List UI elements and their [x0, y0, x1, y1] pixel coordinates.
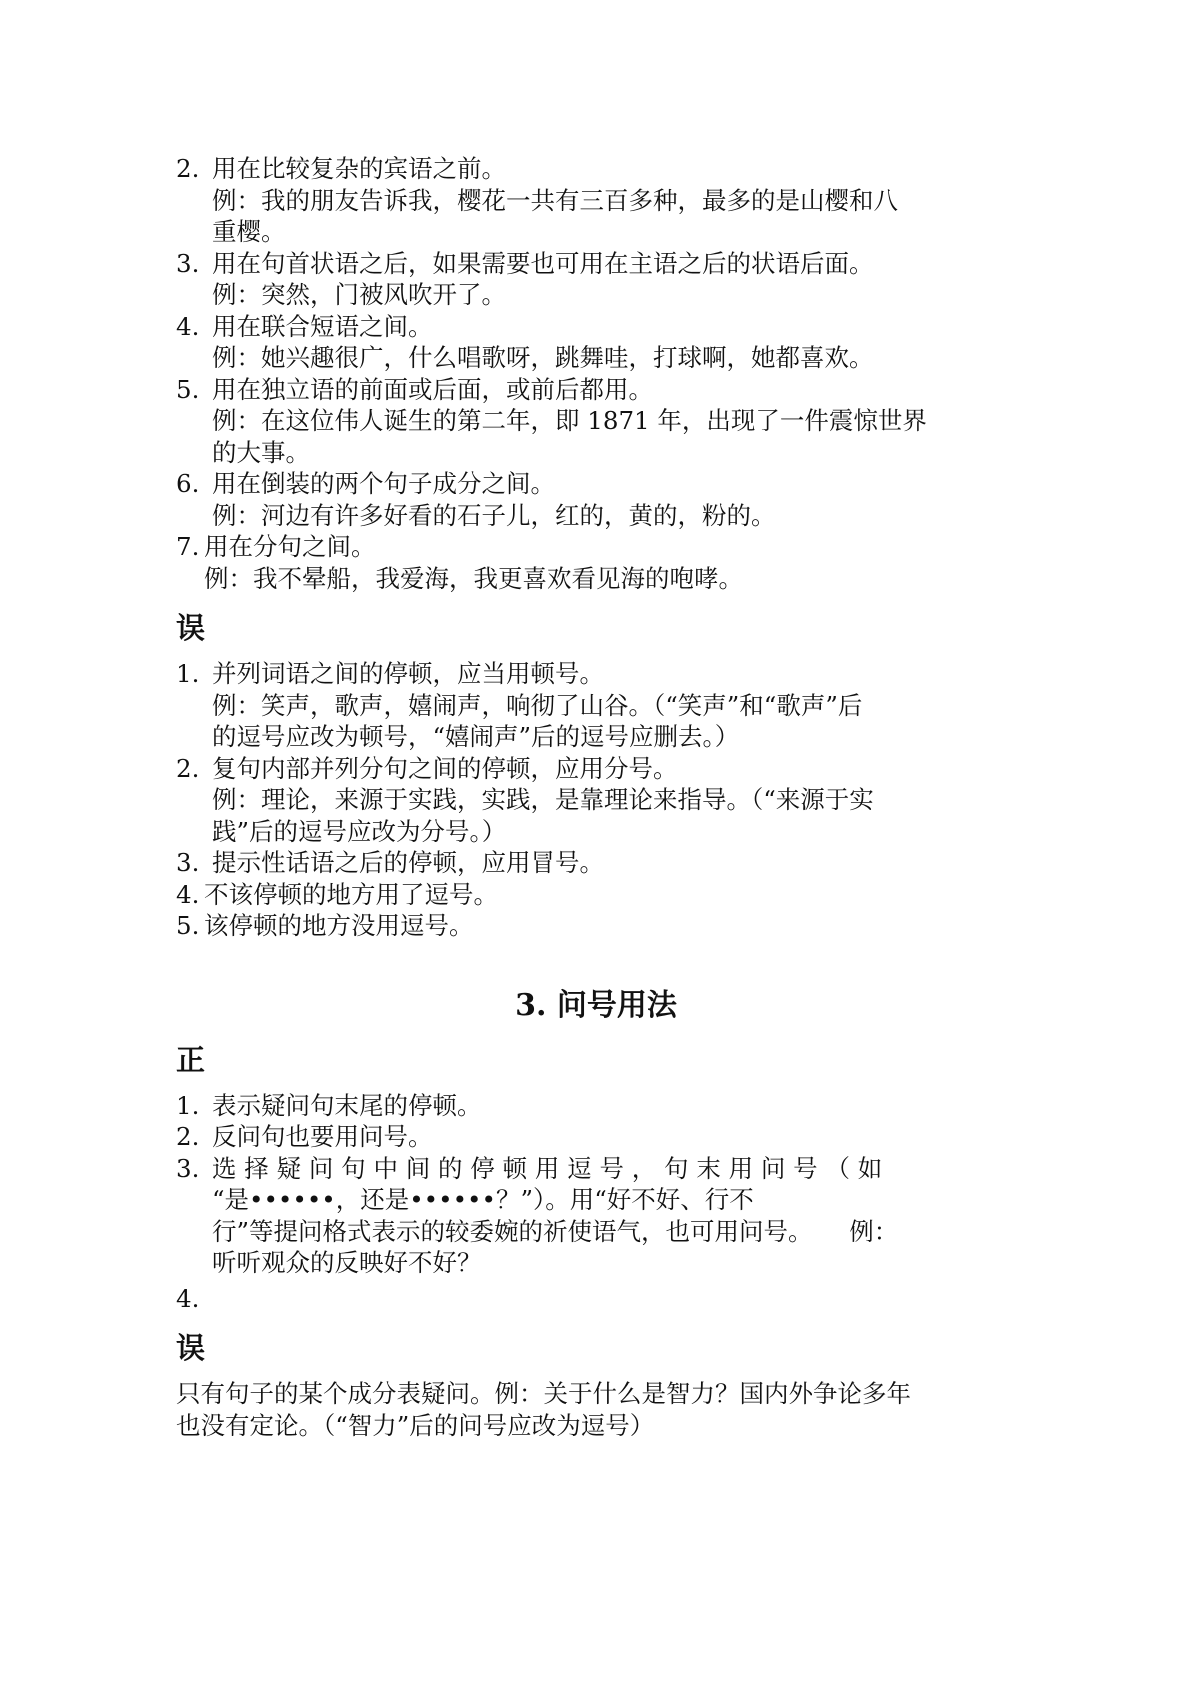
- example-line: 例：河边有许多好看的石子儿，红的，黄的，粉的。: [212, 500, 776, 530]
- list-item: 1. 表示疑问句末尾的停顿。: [176, 1090, 482, 1120]
- example-line: 践”后的逗号应改为分号。）: [212, 816, 507, 846]
- list-item: 2. 用在比较复杂的宾语之前。: [176, 154, 506, 183]
- correct-heading: 正: [176, 1042, 206, 1077]
- list-item: 7. 用在分句之间。: [176, 532, 376, 561]
- question-mark-wrong-text: [176, 1378, 1016, 1441]
- question-mark-correct-list: [176, 1090, 1016, 1315]
- document-content: [176, 153, 1016, 1441]
- list-item: 3. 用在句首状语之后，如果需要也可用在主语之后的状语后面。: [176, 248, 874, 278]
- list-item: 1. 并列词语之间的停顿，应当用顿号。: [176, 659, 604, 688]
- example-line: 例：我不晕船，我爱海，我更喜欢看见海的咆哮。: [204, 563, 743, 593]
- wrong-heading: 误: [176, 611, 206, 645]
- wrong-heading: 误: [176, 1331, 206, 1365]
- example-line: 例：她兴趣很广，什么唱歌呀，跳舞哇，打球啊，她都喜欢。: [212, 343, 874, 372]
- example-line: 例：我的朋友告诉我，樱花一共有三百多种，最多的是山樱和八: [212, 185, 898, 215]
- list-item: 5. 用在独立语的前面或后面，或前后都用。: [176, 374, 653, 404]
- example-line: 的大事。: [212, 437, 310, 467]
- example-line: 例：突然，门被风吹开了。: [212, 280, 506, 309]
- list-item-continuation: “是••••••，还是••••••？”）。用“好不好、行不: [212, 1185, 754, 1214]
- paragraph-line: 只有句子的某个成分表疑问。例：关于什么是智力？国内外争论多年: [176, 1379, 911, 1408]
- comma-usage-list: [176, 153, 1016, 594]
- list-item: 4.: [176, 1283, 200, 1313]
- paragraph-line: 也没有定论。（“智力”后的问号应改为逗号）: [176, 1410, 655, 1440]
- example-line: 例：笑声，歌声，嬉闹声，响彻了山谷。（“笑声”和“歌声”后: [212, 690, 863, 720]
- list-item: 2. 复句内部并列分句之间的停顿，应用分号。: [176, 753, 678, 783]
- list-item: 3. 提示性话语之后的停顿，应用冒号。: [176, 848, 604, 877]
- example-line: 的逗号应改为顿号，“嬉闹声”后的逗号应删去。）: [212, 722, 740, 751]
- list-item: 5. 该停顿的地方没用逗号。: [176, 911, 474, 940]
- list-item: 2. 反问句也要用问号。: [176, 1122, 433, 1151]
- list-item: 4. 不该停顿的地方用了逗号。: [176, 879, 498, 909]
- list-item: 3. 选 择 疑 问 句 中 间 的 停 顿 用 逗 号 ， 句 末 用 问 号 （ 如: [176, 1153, 883, 1183]
- list-item-continuation: 行”等提问格式表示的较委婉的祈使语气，也可用问号。 例：: [212, 1216, 899, 1246]
- list-item-continuation: 听听观众的反映好不好？: [212, 1248, 482, 1277]
- example-line: 例：理论，来源于实践，实践，是靠理论来指导。（“来源于实: [212, 785, 874, 814]
- section-title: 3. 问号用法: [515, 987, 677, 1023]
- list-item: 4. 用在联合短语之间。: [176, 311, 433, 341]
- list-item: 6. 用在倒装的两个句子成分之间。: [176, 469, 555, 498]
- comma-wrong-list: [176, 658, 1016, 942]
- example-line: 重樱。: [212, 217, 286, 246]
- example-line: 例：在这位伟人诞生的第二年，即 1871 年，出现了一件震惊世界: [212, 406, 927, 435]
